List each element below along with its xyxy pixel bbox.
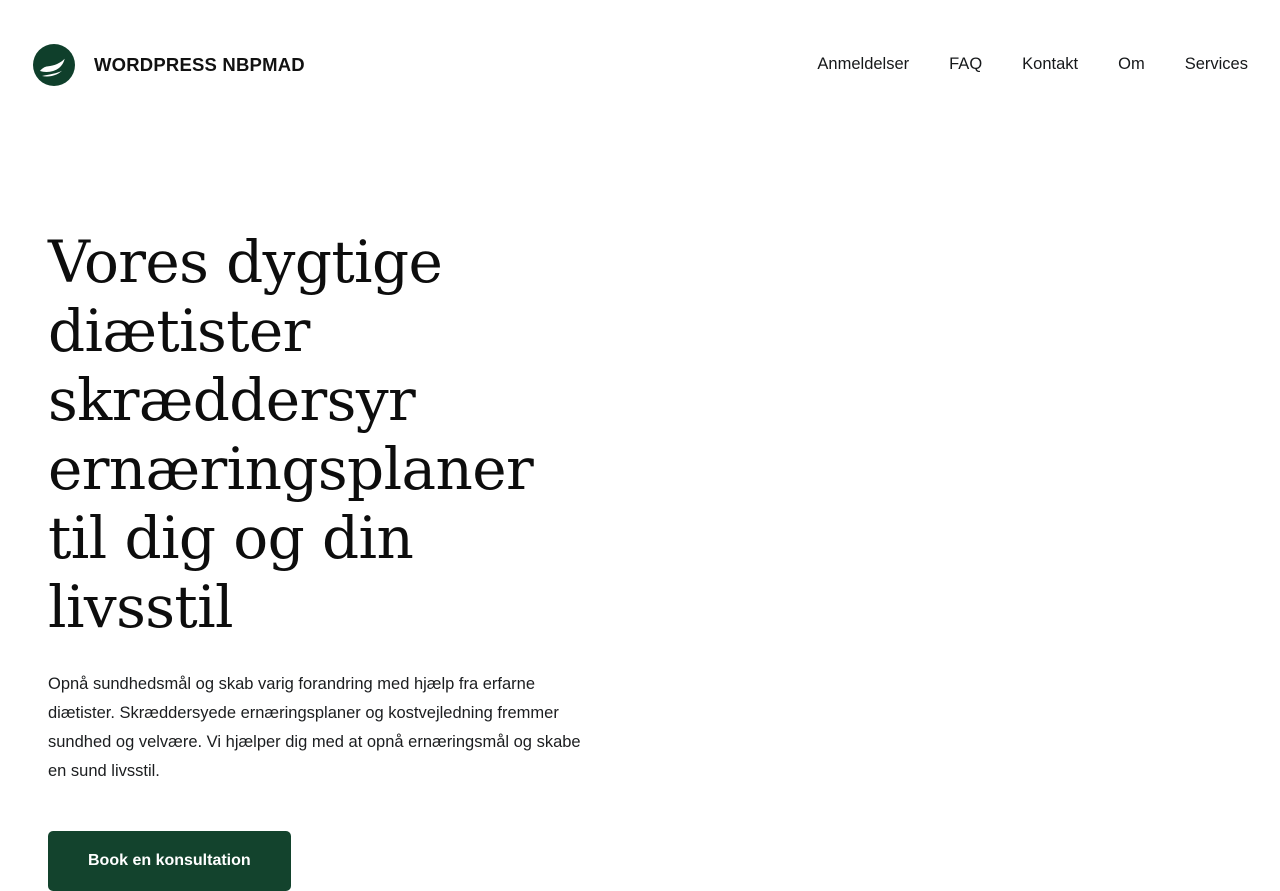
brand[interactable] [32,43,305,87]
nav-item-services[interactable]: Services [1184,55,1248,74]
book-consultation-button[interactable]: Book en konsultation [48,831,291,891]
hero-section [0,106,1280,891]
nav-item-anmeldelser[interactable]: Anmeldelser [817,55,910,74]
nav-item-om[interactable]: Om [1118,55,1145,74]
nav-item-faq[interactable]: FAQ [949,55,983,74]
hero-subtitle: Opnå sundhedsmål og skab varig forandring med hjælp fra erfarne diætister. Skræddersyede ernæringsplaner og kostvejledning fremmer sundhed og velvære. Vi hjælper dig med at opnå ernæringsmål og skabe en sund livsstil. [48,675,581,780]
hero-title: Vores dygtige diætister skræddersyr ernæringsplaner til dig og din livsstil [48,228,534,641]
main-nav [797,49,1248,81]
leaf-circle-logo-icon [32,43,76,87]
nav-item-kontakt[interactable]: Kontakt [1022,55,1079,74]
site-header [0,0,1280,106]
site-title: WORDPRESS NBPMAD [94,54,305,75]
